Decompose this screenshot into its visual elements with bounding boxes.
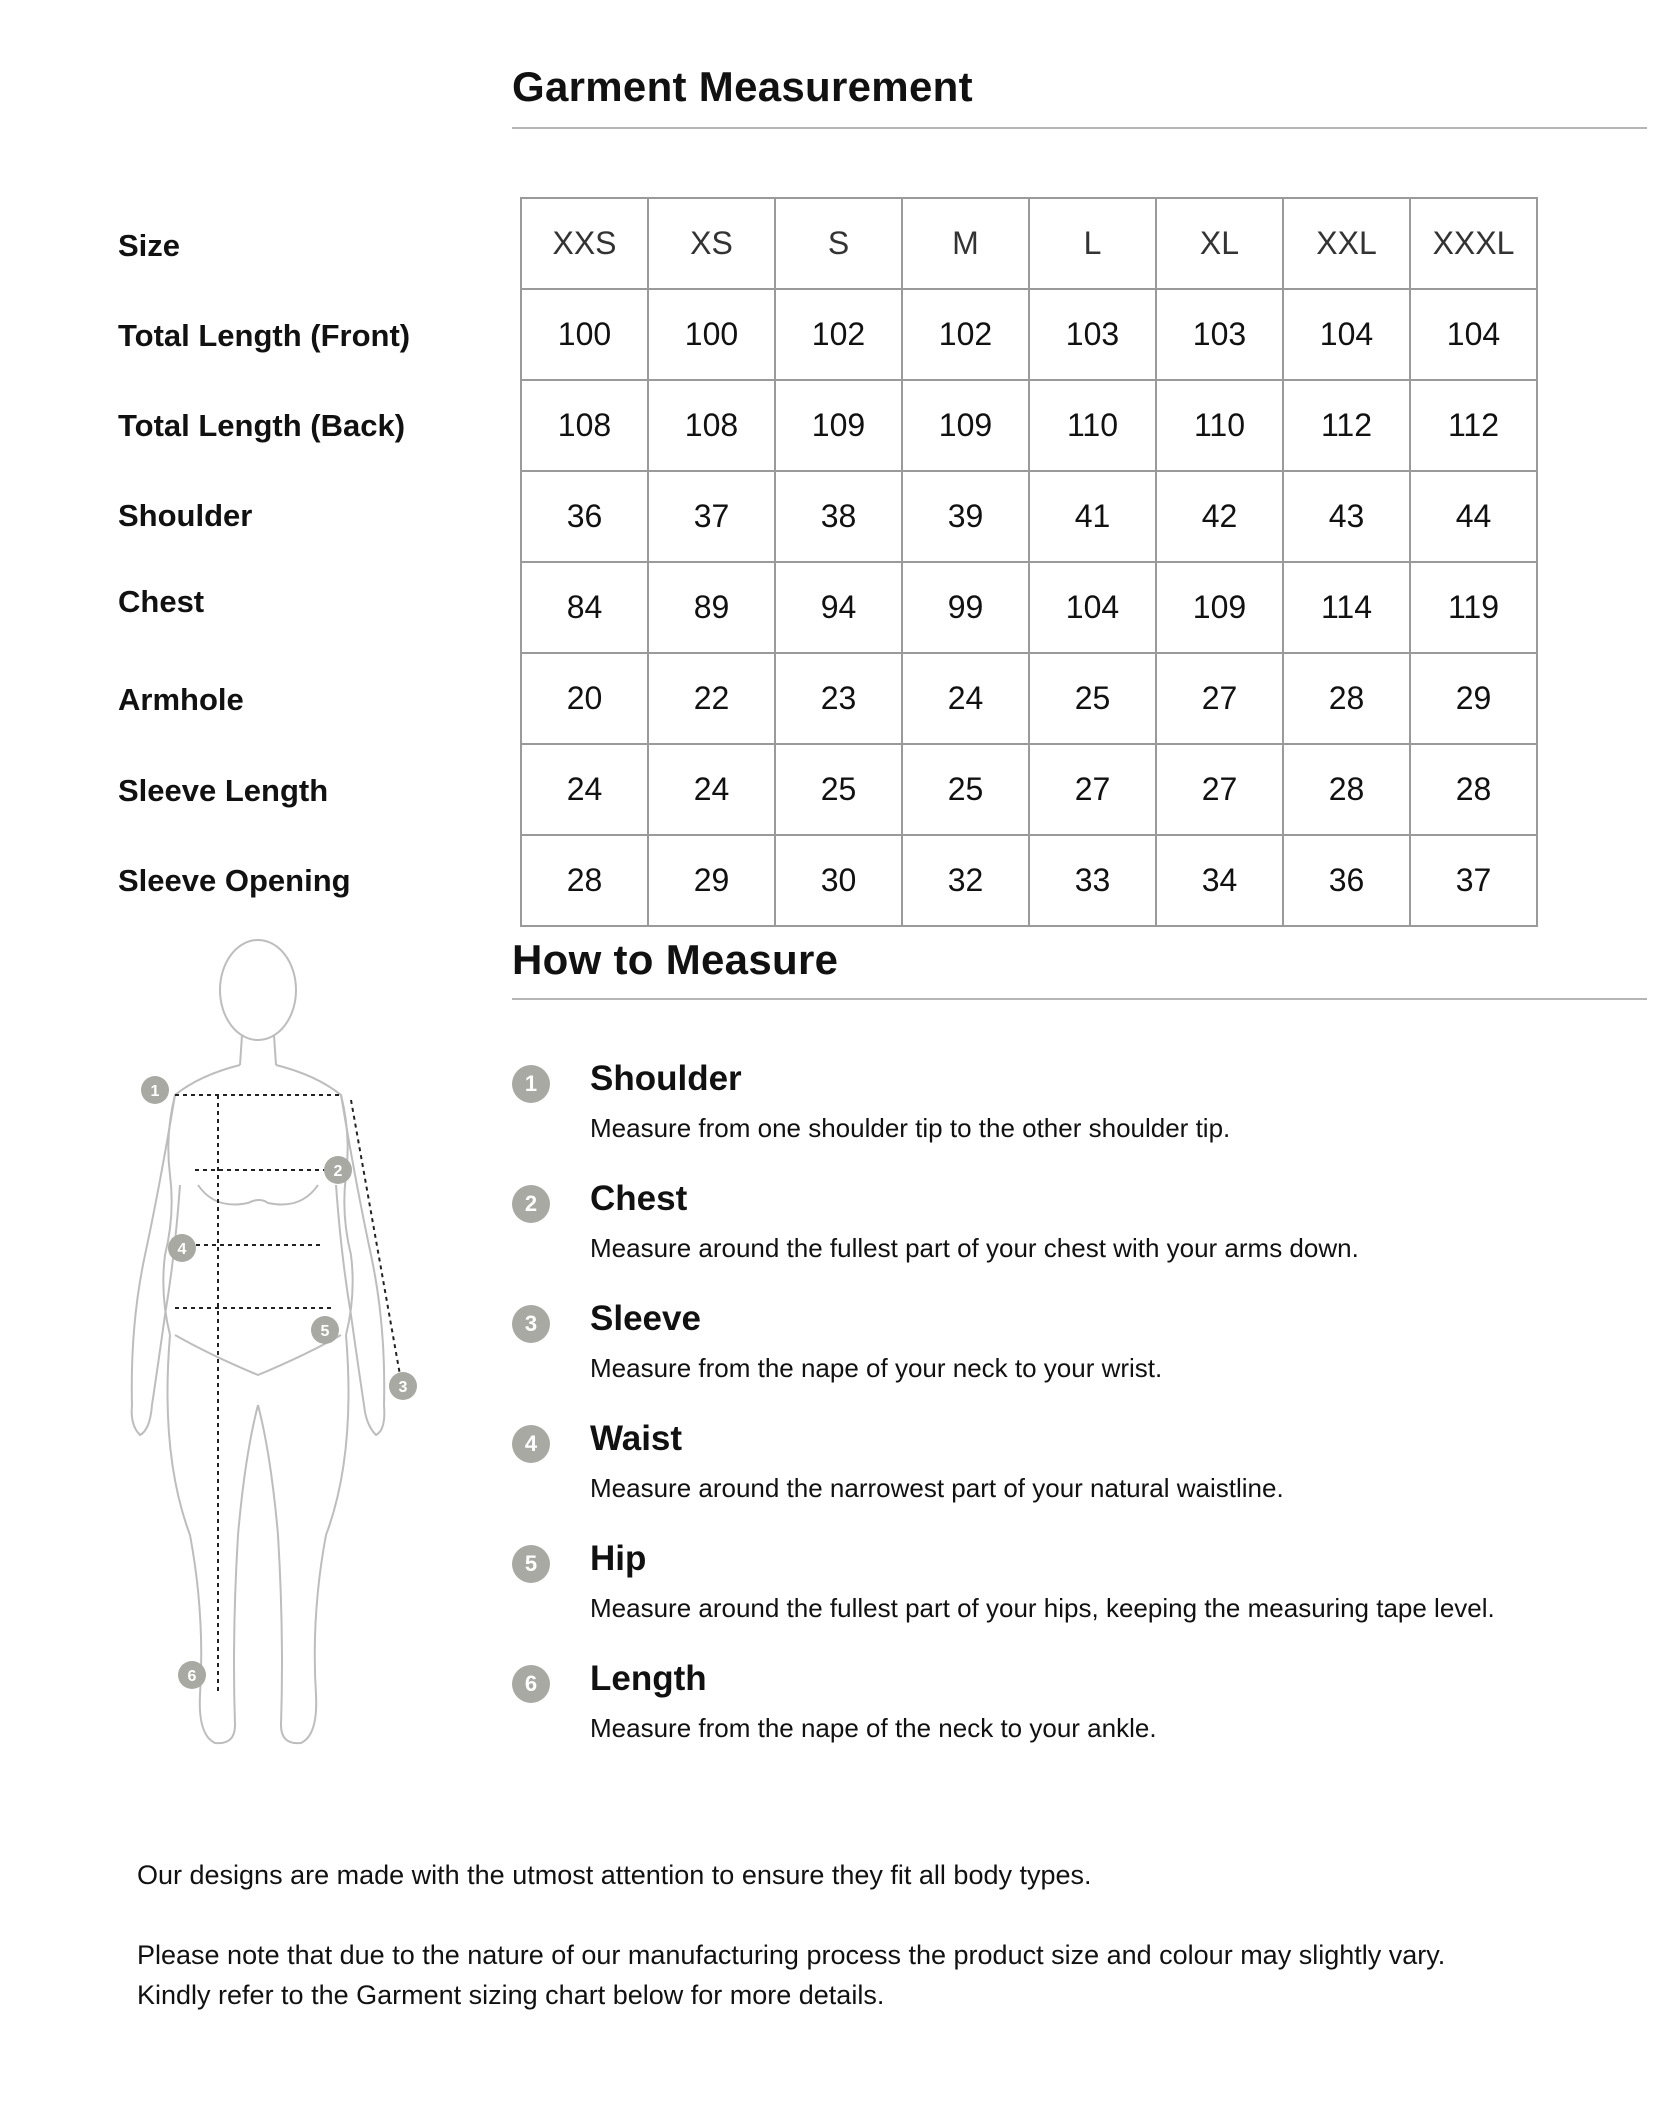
title-divider	[512, 127, 1647, 129]
footer-notes	[137, 1855, 1587, 2015]
table-cell: 29	[648, 835, 775, 926]
step-number-badge: 3	[512, 1305, 550, 1343]
table-cell: 36	[521, 471, 648, 562]
table-cell: 29	[1410, 653, 1537, 744]
size-cell: M	[902, 198, 1029, 289]
note-variation: Please note that due to the nature of our manufacturing process the product size and colour may slightly vary.	[137, 1940, 1446, 1970]
step-title: Chest	[590, 1179, 688, 1218]
table-cell: 102	[902, 289, 1029, 380]
marker-5-icon	[311, 1316, 339, 1344]
table-cell: 23	[775, 653, 902, 744]
note-refer: Kindly refer to the Garment sizing chart below for more details.	[137, 1980, 885, 2010]
table-cell: 44	[1410, 471, 1537, 562]
step-number-badge: 1	[512, 1065, 550, 1103]
table-cell: 104	[1283, 289, 1410, 380]
table-row	[521, 380, 1537, 471]
measurement-lines	[175, 1095, 400, 1695]
size-cell: XXXL	[1410, 198, 1537, 289]
svg-text:5: 5	[320, 1323, 330, 1340]
table-cell: 39	[902, 471, 1029, 562]
step-title: Length	[590, 1659, 707, 1698]
table-cell: 30	[775, 835, 902, 926]
table-cell: 103	[1156, 289, 1283, 380]
table-cell: 112	[1410, 380, 1537, 471]
table-cell: 104	[1029, 562, 1156, 653]
table-cell: 108	[521, 380, 648, 471]
table-cell: 24	[648, 744, 775, 835]
table-cell: 114	[1283, 562, 1410, 653]
table-cell: 109	[775, 380, 902, 471]
table-row	[521, 653, 1537, 744]
table-row	[521, 471, 1537, 562]
row-label-sleeve-opening: Sleeve Opening	[118, 863, 351, 898]
table-cell: 36	[1283, 835, 1410, 926]
table-cell: 32	[902, 835, 1029, 926]
table-cell: 20	[521, 653, 648, 744]
table-cell: 109	[902, 380, 1029, 471]
step-number-badge: 6	[512, 1665, 550, 1703]
table-cell: 110	[1156, 380, 1283, 471]
table-cell: 25	[902, 744, 1029, 835]
table-cell: 100	[521, 289, 648, 380]
table-cell: 112	[1283, 380, 1410, 471]
table-cell: 41	[1029, 471, 1156, 562]
row-label-total-length-front: Total Length (Front)	[118, 318, 411, 353]
row-label-total-length-back: Total Length (Back)	[118, 408, 406, 443]
table-cell: 104	[1410, 289, 1537, 380]
body-measurement-figure	[120, 935, 420, 1755]
figure-markers	[141, 1076, 417, 1689]
table-cell: 109	[1156, 562, 1283, 653]
table-cell: 25	[1029, 653, 1156, 744]
size-cell: L	[1029, 198, 1156, 289]
marker-4-icon	[168, 1234, 196, 1262]
step-description: Measure from the nape of the neck to your ankle.	[590, 1713, 1157, 1743]
row-label-chest: Chest	[118, 584, 205, 619]
table-cell: 28	[1283, 744, 1410, 835]
table-cell: 25	[775, 744, 902, 835]
table-cell: 27	[1156, 744, 1283, 835]
table-cell: 27	[1029, 744, 1156, 835]
marker-1-icon	[141, 1076, 169, 1104]
step-title: Hip	[590, 1539, 647, 1578]
body-outline	[132, 940, 385, 1743]
step-description: Measure around the fullest part of your chest with your arms down.	[590, 1233, 1359, 1263]
table-cell: 37	[1410, 835, 1537, 926]
how-to-divider	[512, 998, 1647, 1000]
size-cell: XL	[1156, 198, 1283, 289]
size-chart-table	[520, 197, 1538, 927]
table-cell: 34	[1156, 835, 1283, 926]
table-cell: 24	[521, 744, 648, 835]
table-cell: 119	[1410, 562, 1537, 653]
table-cell: 28	[1283, 653, 1410, 744]
size-header-row	[521, 198, 1537, 289]
table-cell: 33	[1029, 835, 1156, 926]
table-cell: 103	[1029, 289, 1156, 380]
svg-text:1: 1	[150, 1083, 160, 1100]
table-cell: 28	[521, 835, 648, 926]
table-cell: 94	[775, 562, 902, 653]
table-cell: 84	[521, 562, 648, 653]
note-fit: Our designs are made with the utmost attention to ensure they fit all body types.	[137, 1860, 1092, 1890]
size-cell: XS	[648, 198, 775, 289]
table-cell: 42	[1156, 471, 1283, 562]
step-number-badge: 4	[512, 1425, 550, 1463]
step-description: Measure around the narrowest part of your natural waistline.	[590, 1473, 1284, 1503]
table-cell: 102	[775, 289, 902, 380]
table-cell: 108	[648, 380, 775, 471]
step-title: Waist	[590, 1419, 683, 1458]
svg-text:3: 3	[398, 1379, 408, 1396]
table-row	[521, 744, 1537, 835]
table-cell: 37	[648, 471, 775, 562]
svg-text:6: 6	[187, 1668, 197, 1685]
marker-2-icon	[324, 1156, 352, 1184]
step-title: Sleeve	[590, 1299, 701, 1338]
table-cell: 43	[1283, 471, 1410, 562]
row-label-armhole: Armhole	[118, 682, 244, 717]
step-description: Measure from the nape of your neck to your wrist.	[590, 1353, 1163, 1383]
table-cell: 22	[648, 653, 775, 744]
marker-3-icon	[389, 1372, 417, 1400]
svg-text:4: 4	[177, 1241, 187, 1258]
step-title: Shoulder	[590, 1059, 742, 1098]
svg-text:2: 2	[333, 1163, 343, 1180]
step-description: Measure from one shoulder tip to the other shoulder tip.	[590, 1113, 1231, 1143]
table-cell: 27	[1156, 653, 1283, 744]
how-to-measure-title: How to Measure	[512, 936, 839, 983]
row-label-sleeve-length: Sleeve Length	[118, 773, 329, 808]
step-number-badge: 2	[512, 1185, 550, 1223]
size-cell: XXS	[521, 198, 648, 289]
table-cell: 99	[902, 562, 1029, 653]
step-number-badge: 5	[512, 1545, 550, 1583]
page-title: Garment Measurement	[512, 63, 973, 110]
marker-6-icon	[178, 1661, 206, 1689]
table-cell: 100	[648, 289, 775, 380]
table-cell: 24	[902, 653, 1029, 744]
row-label-size: Size	[118, 228, 181, 263]
table-cell: 89	[648, 562, 775, 653]
table-cell: 38	[775, 471, 902, 562]
row-label-shoulder: Shoulder	[118, 498, 253, 533]
size-cell: XXL	[1283, 198, 1410, 289]
table-row	[521, 562, 1537, 653]
table-row	[521, 289, 1537, 380]
size-cell: S	[775, 198, 902, 289]
table-row	[521, 835, 1537, 926]
table-cell: 110	[1029, 380, 1156, 471]
table-cell: 28	[1410, 744, 1537, 835]
step-description: Measure around the fullest part of your hips, keeping the measuring tape level.	[590, 1593, 1495, 1623]
